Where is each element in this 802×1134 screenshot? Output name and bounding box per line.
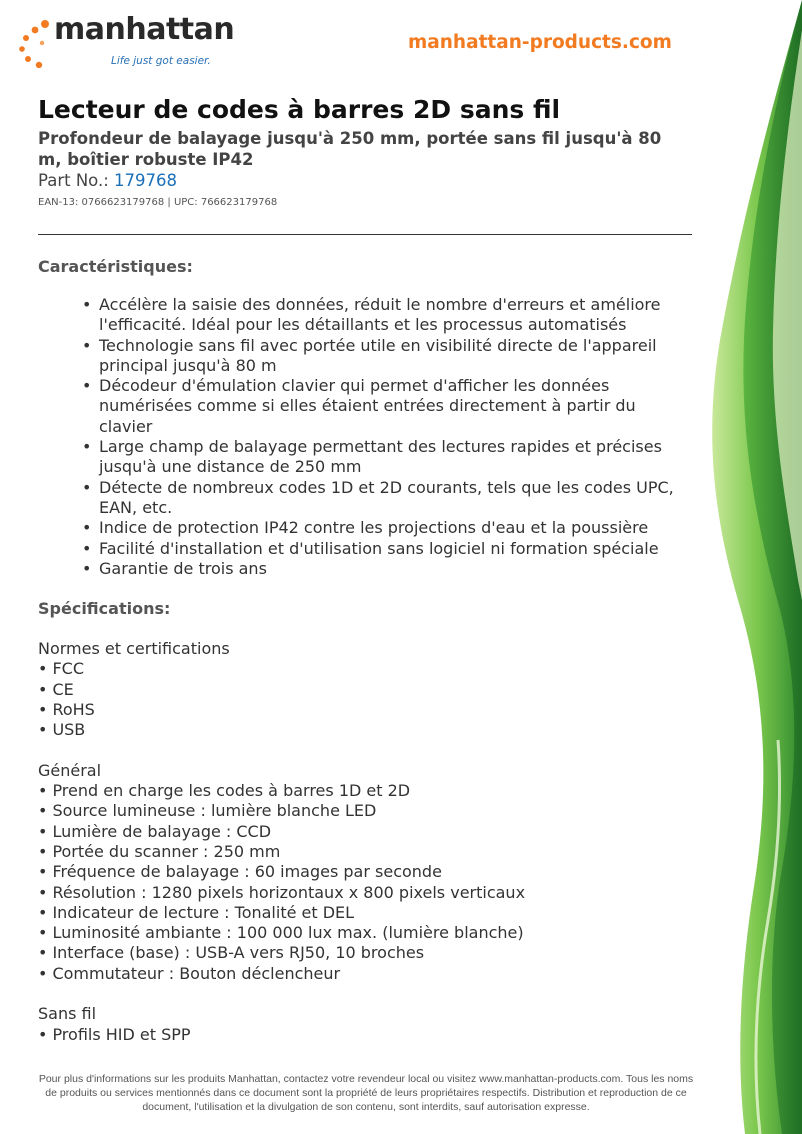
manhattan-logo (18, 10, 248, 72)
spec-item-text: Profils HID et SPP (52, 1024, 191, 1044)
bullet-icon: • (38, 801, 48, 821)
bullet-icon: • (38, 943, 48, 963)
features-heading: Caractéristiques: (38, 257, 193, 276)
spec-item-text: Prend en charge les codes à barres 1D et 2D (52, 781, 411, 801)
spec-item (38, 842, 678, 862)
spec-item (38, 964, 678, 984)
feature-text: Décodeur d'émulation clavier qui permet d'afficher les données numérisées comme si elles étaient entrées directement à partir du clavier (99, 376, 636, 436)
spec-item-text: Commutateur : Bouton déclencheur (52, 963, 341, 983)
feature-text: Garantie de trois ans (99, 558, 267, 578)
bullet-icon: • (38, 659, 48, 679)
spec-item-text: USB (52, 720, 86, 740)
spec-item-text: Indicateur de lecture : Tonalité et DEL (52, 902, 355, 922)
bullet-icon: • (38, 699, 48, 719)
spec-item (38, 862, 678, 882)
spec-item (38, 720, 678, 740)
bullet-icon: • (38, 902, 48, 922)
specifications-block (38, 639, 678, 1045)
footer-disclaimer: Pour plus d'informations sur les produits Manhattan, contactez votre revendeur local ou visitez www.manhattan-products.com. Tous les noms de produits ou services mentionnés dans ce document sont la propriété de leurs propriétaires respectifs. Distribution et reproduction de ce document, l'utilisation et la divulgation de son contenu, sont interdits, sauf autorisation expresse. (38, 1073, 694, 1113)
bullet-icon: • (82, 295, 92, 314)
spec-item (38, 659, 678, 679)
spec-group (38, 1004, 678, 1045)
spec-item (38, 943, 678, 963)
bullet-icon: • (38, 781, 48, 801)
feature-text: Facilité d'installation et d'utilisation sans logiciel ni formation spéciale (99, 538, 659, 558)
spec-item-text: CE (52, 679, 74, 699)
product-title: Lecteur de codes à barres 2D sans fil (38, 95, 561, 124)
spec-item-text: Fréquence de balayage : 60 images par seconde (52, 862, 442, 882)
bullet-icon: • (38, 963, 48, 983)
feature-text: Large champ de balayage permettant des lectures rapides et précises jusqu'à une distance de 250 mm (99, 437, 662, 477)
feature-item (78, 559, 694, 579)
product-subtitle: Profondeur de balayage jusqu'à 250 mm, portée sans fil jusqu'à 80 m, boîtier robuste IP42 (38, 129, 662, 169)
spec-item-text: RoHS (52, 699, 95, 719)
bullet-icon: • (38, 679, 48, 699)
feature-item (78, 336, 694, 377)
bullet-icon: • (38, 882, 48, 902)
spec-item (38, 1025, 678, 1045)
spec-item (38, 700, 678, 720)
feature-item (78, 376, 694, 437)
spec-group-title: Normes et certifications (38, 639, 230, 658)
spec-item-text: Source lumineuse : lumière blanche LED (52, 801, 377, 821)
features-list (78, 295, 694, 579)
bullet-icon: • (82, 437, 92, 457)
part-number-value: 179768 (114, 171, 178, 190)
bullet-icon: • (82, 335, 92, 355)
spec-item (38, 883, 678, 903)
feature-item (78, 518, 694, 538)
feature-text: Technologie sans fil avec portée utile en visibilité directe de l'appareil principal jusqu'à 80 m (99, 335, 657, 375)
spec-item-text: Lumière de balayage : CCD (52, 821, 272, 841)
spec-item (38, 903, 678, 923)
part-number-label: Part No.: (38, 171, 115, 190)
spec-item-text: Résolution : 1280 pixels horizontaux x 800 pixels verticaux (52, 882, 526, 902)
specifications-heading: Spécifications: (38, 599, 171, 618)
spec-item (38, 781, 678, 801)
logo-dots-icon (18, 18, 52, 68)
bullet-icon: • (82, 477, 92, 497)
spec-item (38, 822, 678, 842)
bullet-icon: • (82, 518, 92, 538)
website-link[interactable]: manhattan-products.com (408, 32, 672, 53)
feature-text: Accélère la saisie des données, réduit le nombre d'erreurs et améliore l'efficacité. Idéal pour les détaillants et les processus automatisés (99, 295, 661, 335)
spec-item-text: Luminosité ambiante : 100 000 lux max. (lumière blanche) (52, 923, 524, 943)
bullet-icon: • (82, 376, 92, 396)
part-number-line (38, 171, 177, 190)
bullet-icon: • (82, 558, 92, 578)
bullet-icon: • (38, 1024, 48, 1044)
spec-item (38, 801, 678, 821)
spec-group-title: Général (38, 760, 102, 780)
spec-item-text: Portée du scanner : 250 mm (52, 841, 281, 861)
spec-item (38, 923, 678, 943)
bullet-icon: • (38, 841, 48, 861)
spec-group-title: Sans fil (38, 1004, 97, 1024)
feature-item (78, 539, 694, 559)
feature-text: Détecte de nombreux codes 1D et 2D courants, tels que les codes UPC, EAN, etc. (99, 477, 674, 517)
logo-wordmark: manhattan (54, 12, 235, 47)
bullet-icon: • (38, 720, 48, 740)
bullet-icon: • (38, 821, 48, 841)
spec-group (38, 639, 678, 740)
feature-item (78, 295, 694, 336)
feature-item (78, 478, 694, 519)
bullet-icon: • (38, 862, 48, 882)
spec-group (38, 761, 678, 984)
feature-item (78, 437, 694, 478)
feature-text: Indice de protection IP42 contre les projections d'eau et la poussière (99, 518, 649, 538)
bullet-icon: • (38, 923, 48, 943)
header-divider (38, 234, 692, 235)
bullet-icon: • (82, 538, 92, 558)
spec-item-text: FCC (52, 659, 84, 679)
logo-tagline: Life just got easier. (111, 55, 211, 67)
barcode-numbers: EAN-13: 0766623179768 | UPC: 766623179768 (38, 197, 278, 208)
spec-item-text: Interface (base) : USB-A vers RJ50, 10 broches (52, 943, 425, 963)
spec-item (38, 680, 678, 700)
